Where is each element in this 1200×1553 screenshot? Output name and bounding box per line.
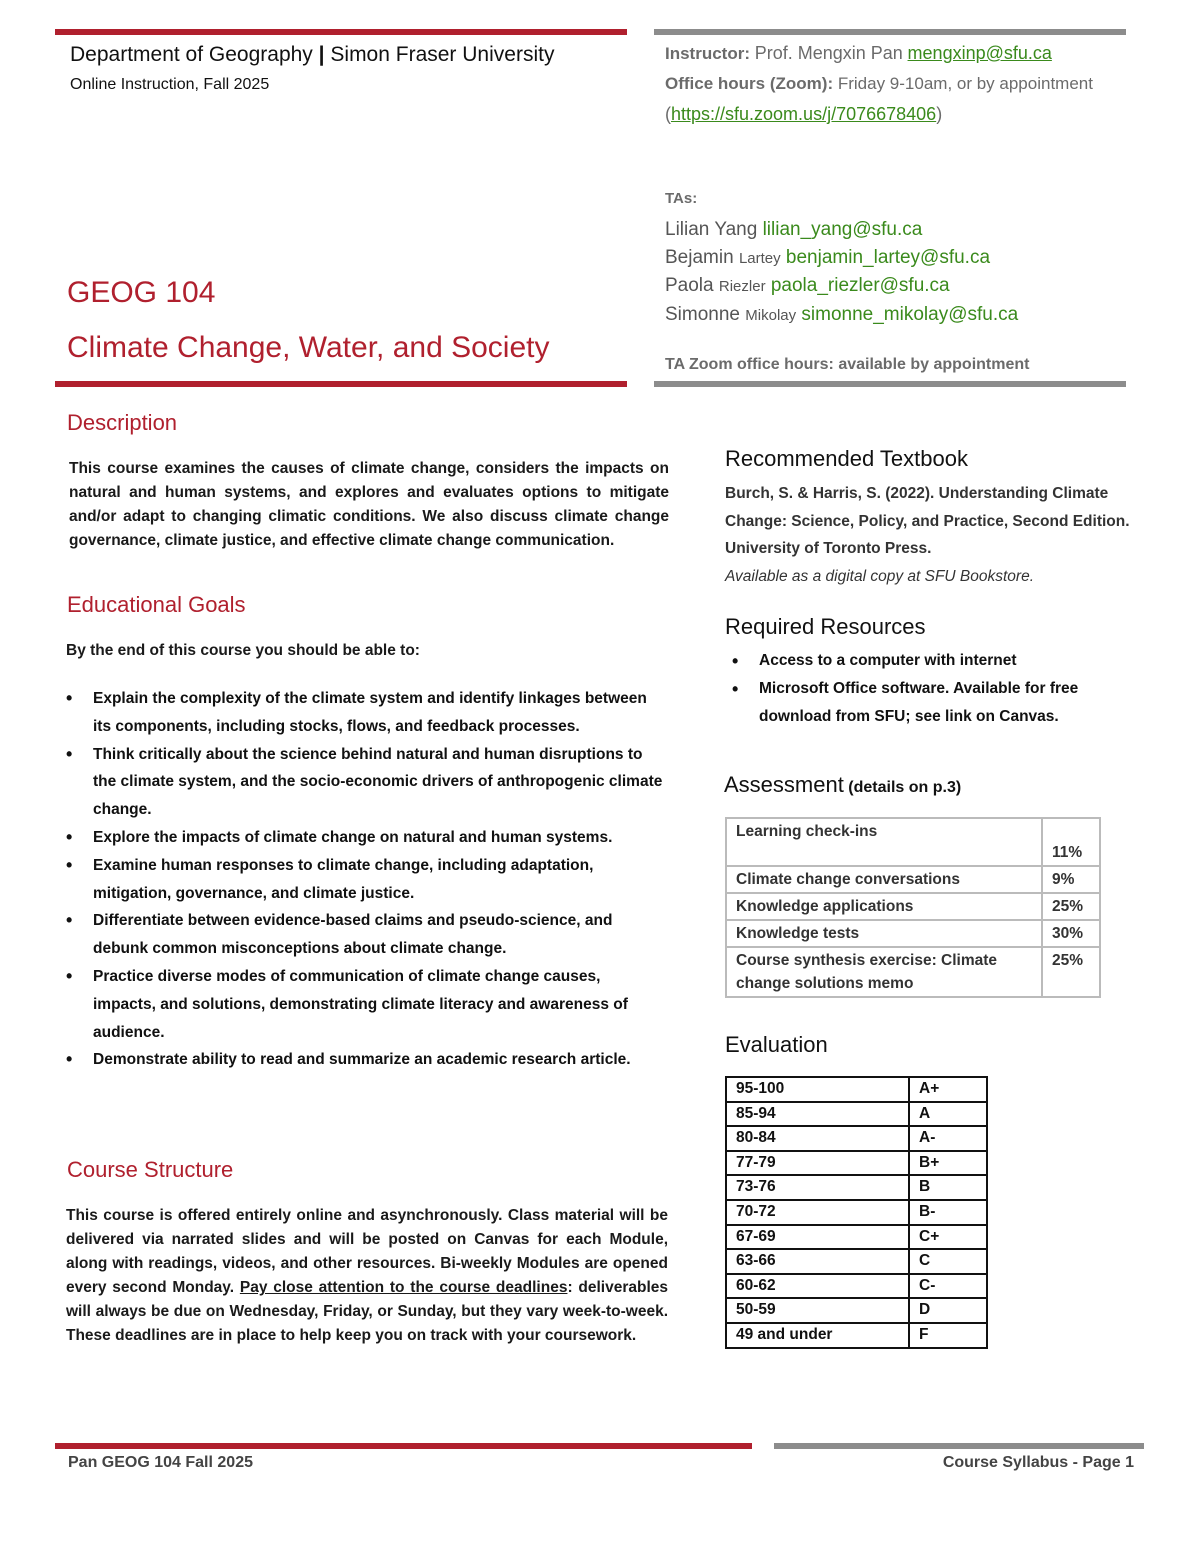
assessment-item: Learning check-ins: [726, 818, 1042, 866]
department-line: [70, 43, 554, 67]
office-hours-line: [665, 69, 1135, 99]
table-row: [726, 920, 1100, 947]
ta-entry: [665, 301, 1018, 330]
instructor-line: [665, 38, 1135, 69]
description-heading: Description: [67, 410, 178, 435]
ta-office-hours: TA Zoom office hours: available by appointment: [665, 356, 1030, 373]
goals-intro: By the end of this course you should be able to:: [66, 642, 420, 659]
ta-list: [665, 216, 1018, 329]
letter-grade: B: [909, 1175, 987, 1200]
table-row: [726, 1274, 987, 1299]
table-row: [726, 1200, 987, 1225]
table-row: [726, 1151, 987, 1176]
table-row: [726, 893, 1100, 920]
footer-page-label: Course Syllabus - Page 1: [942, 1454, 1134, 1471]
ta-first-name: Lilian: [665, 219, 710, 240]
grade-range: 80-84: [726, 1126, 909, 1151]
structure-text: [66, 1204, 668, 1348]
structure-heading: Course Structure: [67, 1157, 234, 1182]
letter-grade: D: [909, 1298, 987, 1323]
textbook-availability: Available as a digital copy at SFU Bookstore.: [725, 567, 1035, 585]
table-row: [726, 1102, 987, 1127]
table-row: [726, 1077, 987, 1102]
assessment-pct: 25%: [1042, 947, 1100, 997]
university-name: Simon Fraser University: [330, 43, 555, 66]
structure-deadline-emphasis: Pay close attention to the course deadlines: [239, 1279, 568, 1296]
ta-first-name: Paola: [665, 275, 714, 296]
ta-first-name: Bejamin: [665, 246, 734, 268]
letter-grade: A: [909, 1102, 987, 1127]
table-row: [726, 1323, 987, 1348]
assessment-note: (details on p.3): [848, 779, 962, 796]
table-row: [726, 818, 1100, 866]
assessment-item: Climate change conversations: [726, 866, 1042, 893]
letter-grade: B+: [909, 1151, 987, 1176]
grade-range: 73-76: [726, 1175, 909, 1200]
list-item: • Access to a computer with internet: [732, 647, 1132, 675]
header-rule-left-bottom: [55, 381, 627, 387]
ta-first-name: Simonne: [665, 303, 740, 325]
table-row: [726, 1298, 987, 1323]
table-row: [726, 1126, 987, 1151]
evaluation-table: [725, 1076, 988, 1349]
assessment-item: Course synthesis exercise: Climate change solutions memo: [726, 947, 1042, 997]
course-title: Climate Change, Water, and Society: [67, 331, 550, 364]
list-item: • Examine human responses to climate change, including adaptation, mitigation, governance, and climate justice.: [66, 852, 666, 908]
ta-last-name: Lartey: [738, 249, 781, 267]
instructor-block: [665, 38, 1135, 129]
ta-entry: [665, 244, 1018, 273]
ta-email-link[interactable]: simonne_mikolay@sfu.ca: [801, 303, 1019, 325]
assessment-pct: 11%: [1042, 818, 1100, 866]
grade-range: 60-62: [726, 1274, 909, 1299]
ta-entry: [665, 272, 1018, 301]
instructor-name: Prof. Mengxin Pan: [754, 43, 903, 63]
course-code: GEOG 104: [67, 276, 216, 309]
grade-range: 50-59: [726, 1298, 909, 1323]
list-item: • Think critically about the science behind natural and human disruptions to the climate system, and the socio-economic drivers of anthropogenic climate change.: [66, 741, 666, 824]
resources-heading: Required Resources: [725, 614, 926, 639]
letter-grade: F: [909, 1323, 987, 1348]
letter-grade: B-: [909, 1200, 987, 1225]
table-row: [726, 1175, 987, 1200]
textbook-heading: Recommended Textbook: [725, 446, 968, 471]
assessment-pct: 25%: [1042, 893, 1100, 920]
zoom-paren-close: ): [936, 104, 943, 124]
header-separator: |: [318, 43, 325, 66]
assessment-pct: 30%: [1042, 920, 1100, 947]
ta-email-link[interactable]: paola_riezler@sfu.ca: [770, 275, 950, 296]
structure-text-part: This course is offered entirely online and asynchronously. Class material will be delivered via narrated slides and will be posted on Canvas for each Module, along with readings, videos, and other resources. Bi-weekly Modules are opened every second Monday.: [66, 1207, 668, 1296]
table-row: [726, 866, 1100, 893]
grade-range: 95-100: [726, 1077, 909, 1102]
assessment-table: [725, 817, 1101, 998]
ta-last-name: Riezler: [718, 278, 766, 295]
grade-range: 77-79: [726, 1151, 909, 1176]
table-row: [726, 947, 1100, 997]
evaluation-heading: Evaluation: [725, 1032, 828, 1057]
ta-email-link[interactable]: benjamin_lartey@sfu.ca: [785, 246, 991, 268]
office-hours-text: Friday 9-10am, or by appointment: [837, 74, 1093, 93]
letter-grade: C+: [909, 1225, 987, 1250]
header-rule-left-top: [55, 29, 627, 35]
assessment-item: Knowledge applications: [726, 893, 1042, 920]
zoom-line: [665, 99, 1135, 129]
header-rule-right-top: [654, 29, 1126, 35]
structure-text-part: : deliverables will always be due on Wednesday, Friday, or Sunday, but they vary week-to-week. These deadlines are in place to help keep you on track with your coursework.: [66, 1279, 668, 1344]
zoom-link[interactable]: https://sfu.zoom.us/j/7076678406: [671, 104, 937, 124]
ta-email-link[interactable]: lilian_yang@sfu.ca: [762, 219, 923, 240]
textbook-block: [725, 480, 1145, 590]
grade-range: 67-69: [726, 1225, 909, 1250]
letter-grade: C-: [909, 1274, 987, 1299]
office-hours-label: Office hours (Zoom):: [665, 74, 834, 93]
list-item: • Demonstrate ability to read and summarize an academic research article.: [66, 1046, 666, 1074]
instructor-email-link[interactable]: mengxinp@sfu.ca: [907, 43, 1052, 63]
letter-grade: C: [909, 1249, 987, 1274]
list-item: • Differentiate between evidence-based claims and pseudo-science, and debunk common misconceptions about climate change.: [66, 907, 666, 963]
goals-heading: Educational Goals: [67, 592, 246, 617]
grade-range: 85-94: [726, 1102, 909, 1127]
ta-entry: [665, 216, 1018, 244]
department-name: Department of Geography: [70, 43, 313, 66]
list-item: • Microsoft Office software. Available for free download from SFU; see link on Canvas.: [732, 675, 1132, 731]
goals-list: [66, 685, 666, 1074]
table-row: [726, 1249, 987, 1274]
assessment-item: Knowledge tests: [726, 920, 1042, 947]
letter-grade: A-: [909, 1126, 987, 1151]
table-row: [726, 1225, 987, 1250]
term-line: Online Instruction, Fall 2025: [70, 76, 270, 93]
list-item: • Practice diverse modes of communication of climate change causes, impacts, and solutions, demonstrating climate literacy and awareness of audience.: [66, 963, 666, 1046]
letter-grade: A+: [909, 1077, 987, 1102]
grade-range: 49 and under: [726, 1323, 909, 1348]
ta-last-name: Yang: [714, 219, 758, 240]
instructor-label: Instructor:: [665, 44, 750, 63]
ta-last-name: Mikolay: [745, 306, 797, 324]
assessment-heading-line: [724, 772, 961, 798]
zoom-paren-open: (: [665, 104, 671, 124]
assessment-pct: 9%: [1042, 866, 1100, 893]
footer-rule-left: [55, 1443, 752, 1449]
header-rule-right-bottom: [654, 381, 1126, 387]
tas-heading: TAs:: [665, 190, 698, 207]
textbook-citation: Burch, S. & Harris, S. (2022). Understanding Climate Change: Science, Policy, and Practice, Second Edition. University of Toronto Press.: [725, 485, 1130, 557]
list-item: • Explain the complexity of the climate system and identify linkages between its components, including stocks, flows, and feedback processes.: [66, 685, 666, 741]
grade-range: 70-72: [726, 1200, 909, 1225]
list-item: • Explore the impacts of climate change on natural and human systems.: [66, 824, 666, 852]
footer-rule-right: [774, 1443, 1144, 1449]
footer-course-label: Pan GEOG 104 Fall 2025: [68, 1454, 253, 1471]
resources-list: [732, 647, 1132, 731]
description-text: This course examines the causes of climate change, considers the impacts on natural and human systems, and explores and evaluates options to mitigate and/or adapt to changing climatic conditions. We also discuss climate change governance, climate justice, and effective climate change communication.: [69, 460, 669, 549]
assessment-heading: Assessment: [724, 772, 844, 797]
grade-range: 63-66: [726, 1249, 909, 1274]
